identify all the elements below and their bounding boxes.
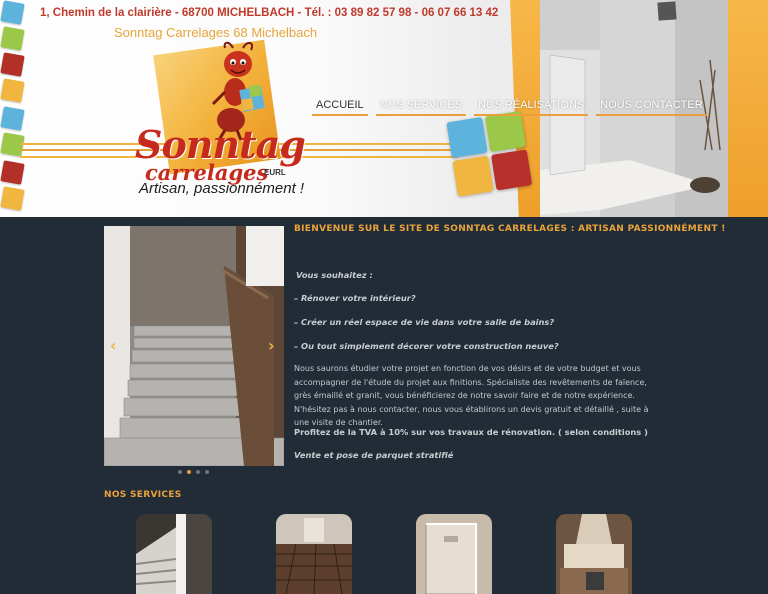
service-thumbnail-stairs[interactable] [136, 514, 212, 594]
logo-name: Sonntag [135, 122, 305, 167]
site-header [0, 0, 768, 217]
wish-item: – Ou tout simplement décorer votre construction neuve? [294, 341, 559, 351]
tile-green [0, 26, 24, 50]
tile-blue [0, 0, 24, 24]
chevron-right-icon[interactable]: › [268, 336, 275, 355]
welcome-title: BIENVENUE SUR LE SITE DE SONNTAG CARRELAGES : ARTISAN PASSIONNÉMENT ! [294, 224, 726, 234]
main-navigation [312, 98, 707, 116]
nav-item-contact[interactable]: NOUS CONTACTER [596, 98, 706, 116]
wish-item: – Rénover votre intérieur? [294, 293, 416, 303]
slider-dot-active[interactable] [187, 470, 191, 474]
slider-dot[interactable] [205, 470, 209, 474]
service-thumbnail-shower[interactable] [416, 514, 492, 594]
service-thumbnail-kitchen[interactable] [556, 514, 632, 594]
services-title: NOS SERVICES [104, 490, 182, 500]
intro-paragraph: Nous saurons étudier votre projet en fonction de vos désirs et de votre budget et vous accompagner de l'étude du projet aux finitions. Spécialiste des revêtements de faïence, grès émaillé et granit, vous bénéficierez de notre savoir faire et de notre expérience. N'hésitez pas à nous contacter, nous vous établirons un devis gratuit et détaillé , suite à une visite de chantier. [294, 364, 649, 427]
parquet-note: Vente et pose de parquet stratifié [294, 450, 454, 460]
slider-dots [178, 470, 209, 474]
staircase-photo [104, 226, 284, 466]
tile-red [0, 52, 24, 76]
welcome-section [294, 224, 726, 460]
decorative-tile-strip [0, 0, 26, 217]
image-slider [104, 226, 284, 466]
nav-item-realisations[interactable]: NOS RÉALISATIONS [474, 98, 588, 116]
logo-legal: EURL [264, 168, 286, 177]
chevron-left-icon[interactable]: ‹ [110, 336, 117, 355]
slider-dot[interactable] [178, 470, 182, 474]
nav-item-services[interactable]: NOS SERVICES [376, 98, 466, 116]
service-thumbnail-floor[interactable] [276, 514, 352, 594]
logo-slogan: Artisan, passionnément ! [139, 180, 305, 197]
logo-subtitle: carrelages [145, 160, 269, 185]
wish-intro: Vous souhaitez : [296, 270, 373, 280]
decorative-tile-square [446, 110, 535, 199]
slider-dot[interactable] [196, 470, 200, 474]
tile-blue [0, 106, 24, 130]
tile-red [0, 160, 24, 184]
nav-item-accueil[interactable]: ACCUEIL [312, 98, 368, 116]
wish-item: – Créer un réel espace de vie dans votre salle de bains? [294, 317, 555, 327]
tile-yellow [0, 78, 24, 102]
tva-note: Profitez de la TVA à 10% sur vos travaux de rénovation. ( selon conditions ) [294, 427, 648, 437]
contact-address: 1, Chemin de la clairière - 68700 MICHELBACH - Tél. : 03 89 82 57 98 - 06 07 66 13 42 [40, 7, 499, 19]
tile-yellow [0, 186, 24, 210]
site-tagline: Sonntag Carrelages 68 Michelbach [114, 25, 318, 40]
orange-band-right [728, 0, 768, 217]
